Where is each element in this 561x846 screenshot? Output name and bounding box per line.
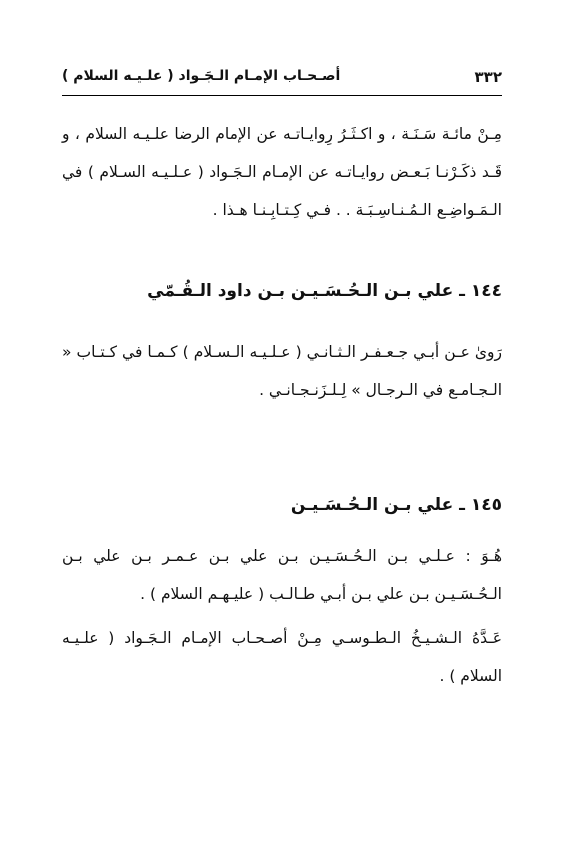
entry-145-text-lineage: هُـوَ : عـلـي بـن الـحُـسَـيـن بـن علي بـن عـمـر بـن علي بـن الـحُـسَـيـن بـن علي بـن أبـي طـالـب ( عليـهـم السلام ) . [62, 547, 502, 603]
entry-144-text: رَوىٰ عـن أبـي جـعـفـر الـثـانـي ( عـلـيـه الـسـلام ) كـمـا في كـتـاب « الـجـامـع في الـرجـال » لِـلـزَنـجـانـي . [62, 343, 502, 399]
paragraph-continuation: مِـنْ مائـة سَـنَـة ، و اكـثَـرُ رِوايـاتـه عن الإمام الرضا علـيـه السلام ، و قَـد ذكَـرْنـا بَـعـض روايـاتـه عن الإمـام الـجَـواد ( عـلـيـه السـلام ) في الـمَـواضِـع الـمُـنـاسِـبَـة . . فـي كِـتـابِـنـا هـذا . [62, 125, 502, 219]
entry-145-text-source: عَـدَّهُ الـشـيـخُ الـطـوسـي مِـنْ أصـحـاب الإمـام الـجَـواد ( علـيـه السلام ) . [62, 629, 502, 685]
running-title: أصـحـاب الإمـام الـجَـواد ( علـيـه السلام ) [62, 68, 341, 84]
page-content [62, 115, 502, 695]
entry-heading-145: ١٤٥ ـ علي بـن الـحُـسَـيـن [290, 495, 502, 515]
page-header [62, 66, 502, 96]
page-number: ٣٣٢ [474, 68, 502, 86]
entry-heading-144: ١٤٤ ـ علي بـن الـحُـسَـيـن بـن داود الـقُـمّي [147, 281, 502, 301]
